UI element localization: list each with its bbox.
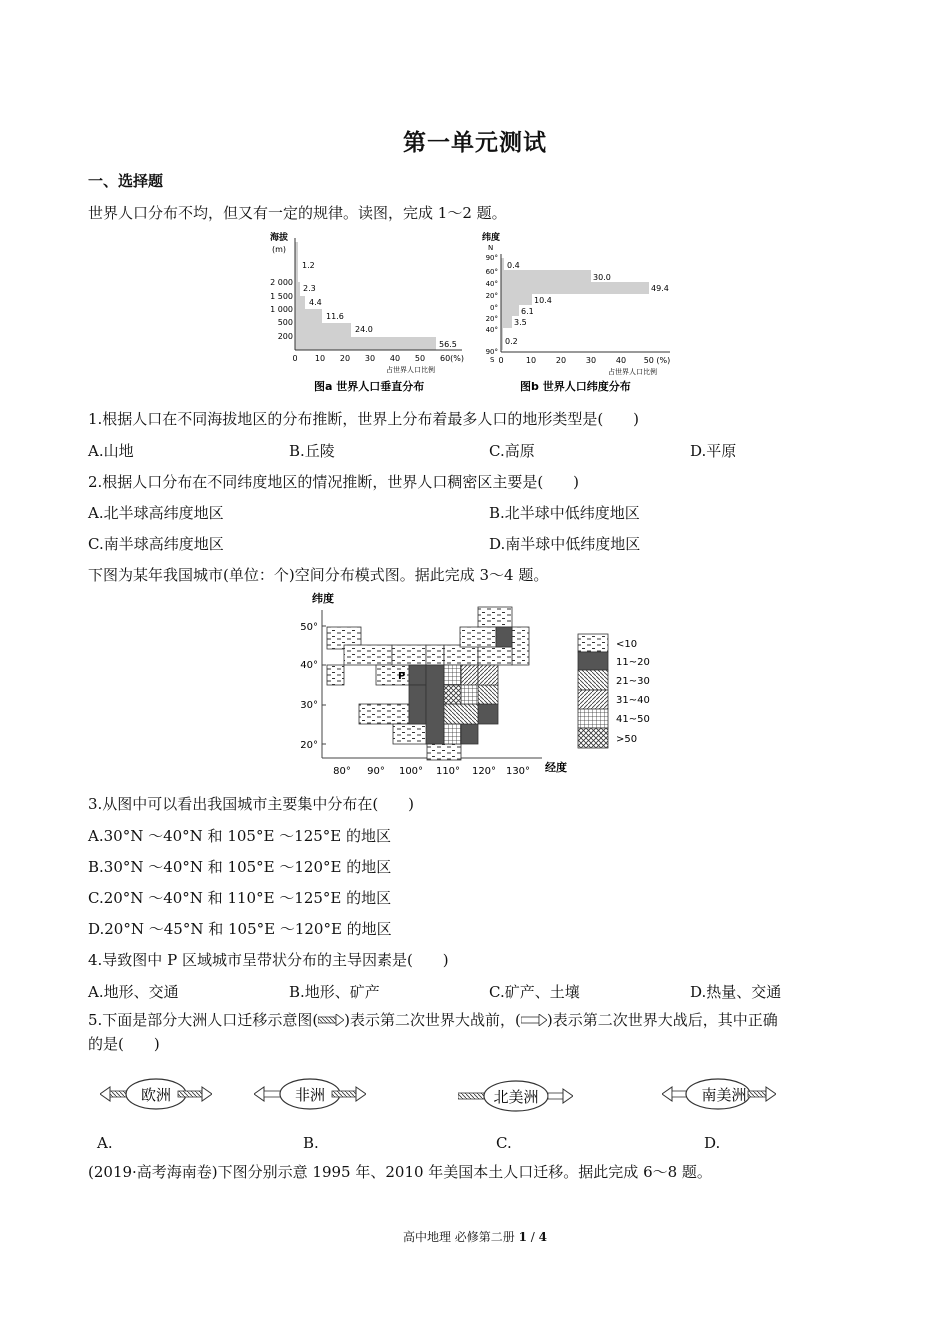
fig-b-value: 0.2: [505, 337, 518, 346]
fig-b-caption: 图b 世界人口纬度分布: [520, 380, 631, 393]
q5-c-continent: 北美洲: [493, 1088, 539, 1106]
q3-option-c[interactable]: C.20°N ～40°N 和 110°E ～125°E 的地区: [88, 889, 392, 907]
map-block-lt10: [478, 607, 512, 627]
map-block-lt10: [392, 645, 426, 665]
legend-label: 21~30: [616, 676, 650, 687]
map-block-11-20: [426, 665, 444, 744]
fig-a-value: 11.6: [326, 312, 344, 321]
map-xtick: 90°: [367, 766, 385, 777]
map-xlabel: 经度: [545, 761, 567, 774]
map-ytick: 40°: [300, 660, 318, 671]
fig-a-xtick: 20: [339, 354, 351, 363]
question-2-stem: 2.根据人口分布在不同纬度地区的情况推断，世界人口稠密区主要是( ): [88, 473, 580, 491]
legend-label: >50: [616, 734, 638, 745]
map-block-lt10: [444, 645, 478, 665]
legend-label: 41~50: [616, 714, 650, 725]
intro-text-1: 世界人口分布不均，但又有一定的规律。读图，完成 1～2 题。: [88, 204, 507, 222]
fig-a-ytick: 1 000: [270, 305, 293, 314]
china-city-distribution-map: [296, 588, 666, 780]
fig-b-xtick: 30: [585, 356, 597, 365]
fig-a-bar: [295, 296, 305, 309]
map-block-41-50: [444, 724, 461, 744]
fig-b-value: 10.4: [534, 296, 552, 305]
legend-swatch-lt10: [578, 634, 608, 652]
section-heading: 一、选择题: [88, 172, 164, 190]
fig-b-xtick: 10: [525, 356, 537, 365]
fig-a-value: 4.4: [309, 298, 322, 307]
fig-b-ytick: 60°: [485, 268, 498, 276]
figure-a-vertical-distribution: [266, 228, 476, 398]
question-5-stem-line2: 的是( ): [88, 1035, 160, 1053]
fig-a-ytick: 200: [277, 332, 293, 341]
map-ytick: 50°: [300, 622, 318, 633]
fig-a-bar: [295, 323, 351, 337]
map-ytick: 30°: [300, 700, 318, 711]
q4-option-d[interactable]: D.热量、交通: [690, 983, 782, 1001]
legend-label: <10: [616, 639, 638, 650]
map-block-31-40: [461, 665, 478, 685]
map-block-11-20: [409, 665, 426, 685]
fig-a-value: 24.0: [355, 325, 373, 334]
q1-option-c[interactable]: C.高原: [489, 442, 535, 460]
fig-a-xtick: 60(%): [439, 354, 465, 363]
q3-option-d[interactable]: D.20°N ～45°N 和 105°E ～120°E 的地区: [88, 920, 392, 938]
fig-b-xtick: 0: [498, 356, 504, 365]
map-block-11-20: [461, 724, 478, 744]
map-block-lt10: [359, 704, 409, 724]
fig-a-caption: 图a 世界人口垂直分布: [314, 380, 425, 393]
fig-a-ytick: 1 500: [270, 292, 293, 301]
q2-option-d[interactable]: D.南半球中低纬度地区: [489, 535, 641, 553]
legend-label: 31~40: [616, 695, 650, 706]
q5-diagram-b[interactable]: [254, 1076, 366, 1116]
q5-diagram-c[interactable]: [458, 1078, 573, 1118]
map-xtick: 120°: [471, 766, 497, 777]
map-block-31-40: [478, 665, 498, 685]
map-block-gt50: [444, 685, 461, 704]
page-title: 第一单元测试: [403, 130, 547, 156]
fig-a-bar: [295, 282, 300, 296]
fig-a-xlabel: 占世界人口比例: [386, 366, 435, 374]
legend-swatch-gt50: [578, 728, 608, 748]
question-5-stem: 5.下面是部分大洲人口迁移示意图( )表示第二次世界大战前，( )表示第二次世界大战后，其中正确: [88, 1011, 778, 1029]
map-block-lt10: [427, 744, 461, 760]
q3-option-b[interactable]: B.30°N ～40°N 和 105°E ～120°E 的地区: [88, 858, 392, 876]
fig-b-bar: [501, 305, 519, 316]
fig-b-bar: [501, 294, 532, 305]
fig-a-yunit: (m): [272, 245, 287, 254]
q1-option-a[interactable]: A.山地: [88, 442, 134, 460]
map-ytick: 20°: [300, 740, 318, 751]
q5-diagram-a[interactable]: [100, 1076, 212, 1116]
q1-option-d[interactable]: D.平原: [690, 442, 737, 460]
fig-b-value: 6.1: [521, 307, 534, 316]
fig-b-xtick: 40: [615, 356, 627, 365]
fig-b-xtick: 50 (%): [643, 356, 671, 365]
fig-b-value: 30.0: [593, 273, 611, 282]
map-block-lt10: [327, 665, 344, 685]
fig-b-north: N: [488, 244, 494, 252]
q4-option-b[interactable]: B.地形、矿产: [289, 983, 380, 1001]
question-4-stem: 4.导致图中 P 区域城市呈带状分布的主导因素是( ): [88, 951, 449, 969]
fig-b-ylabel: 纬度: [482, 233, 501, 243]
map-xtick: 80°: [333, 766, 351, 777]
figure-b-latitude-distribution: [480, 228, 690, 398]
map-p-label: P: [398, 671, 406, 682]
fig-a-bar: [295, 309, 322, 323]
map-block-41-50: [444, 665, 461, 685]
fig-a-xtick: 0: [292, 354, 298, 363]
fig-b-bar: [501, 270, 591, 282]
fig-a-xtick: 30: [364, 354, 376, 363]
postwar-arrow-icon: [521, 1014, 547, 1026]
q2-option-a[interactable]: A.北半球高纬度地区: [88, 504, 224, 522]
q5-option-b-label[interactable]: B.: [303, 1134, 319, 1152]
legend-label: 11~20: [616, 657, 650, 668]
map-ylabel: 纬度: [312, 592, 334, 605]
map-xtick: 100°: [398, 766, 424, 777]
map-block-lt10: [344, 645, 392, 665]
fig-b-south: S: [490, 356, 495, 364]
fig-b-ytick: 0°: [490, 304, 498, 312]
map-block-21-30: [444, 704, 478, 724]
fig-b-ytick: 40°: [485, 280, 498, 288]
fig-b-value: 0.4: [507, 261, 520, 270]
map-block-lt10: [393, 724, 427, 744]
fig-b-ytick: 40°: [485, 326, 498, 334]
fig-a-bar: [295, 337, 436, 350]
question-1-stem: 1.根据人口在不同海拔地区的分布推断，世界上分布着最多人口的地形类型是( ): [88, 410, 640, 428]
map-block-21-30: [478, 685, 498, 704]
fig-b-bar: [501, 316, 512, 328]
q2-option-c[interactable]: C.南半球高纬度地区: [88, 535, 224, 553]
fig-b-ytick: 90°: [485, 348, 498, 356]
fig-a-value: 2.3: [303, 284, 316, 293]
fig-a-xtick: 10: [314, 354, 326, 363]
fig-a-value: 1.2: [302, 261, 315, 270]
q5-diagram-d[interactable]: [662, 1076, 776, 1116]
fig-b-ytick: 20°: [485, 292, 498, 300]
map-block-lt10: [426, 645, 444, 665]
q5-b-continent: 非洲: [294, 1086, 326, 1104]
q5-a-continent: 欧洲: [140, 1086, 172, 1104]
fig-a-ytick: 500: [277, 318, 293, 327]
q5-option-c-label[interactable]: C.: [496, 1134, 512, 1152]
fig-a-value: 56.5: [439, 340, 457, 349]
legend-swatch-41-50: [578, 709, 608, 728]
fig-b-bar: [501, 282, 649, 294]
fig-b-value: 3.5: [514, 318, 527, 327]
q1-option-b[interactable]: B.丘陵: [289, 442, 335, 460]
fig-a-ylabel: 海拔: [270, 233, 289, 243]
legend-swatch-31-40: [578, 690, 608, 709]
legend-swatch-21-30: [578, 670, 608, 690]
fig-b-ytick: 90°: [485, 254, 498, 262]
q4-option-a[interactable]: A.地形、交通: [88, 983, 179, 1001]
q2-option-b[interactable]: B.北半球中低纬度地区: [489, 504, 640, 522]
prewar-arrow-icon: [318, 1014, 344, 1026]
q5-option-a-label[interactable]: A.: [97, 1134, 113, 1152]
map-xtick: 130°: [505, 766, 531, 777]
question-3-stem: 3.从图中可以看出我国城市主要集中分布在( ): [88, 795, 415, 813]
intro-text-2: 下图为某年我国城市(单位：个)空间分布模式图。据此完成 3～4 题。: [88, 566, 549, 584]
fig-a-xtick: 40: [389, 354, 401, 363]
fig-b-value: 49.4: [651, 284, 669, 293]
map-block-lt10: [460, 627, 496, 647]
intro-text-3: (2019·高考海南卷)下图分别示意 1995 年、2010 年美国本土人口迁移。据此完成 6～8 题。: [88, 1163, 712, 1181]
q4-option-c[interactable]: C.矿产、土壤: [489, 983, 580, 1001]
map-block-lt10: [478, 647, 512, 665]
map-block-11-20: [409, 685, 426, 724]
fig-b-xlabel: 占世界人口比例: [608, 368, 657, 376]
map-xtick: 110°: [435, 766, 461, 777]
map-block-11-20: [478, 704, 498, 724]
map-block-lt10: [512, 627, 529, 665]
q5-d-continent: 南美洲: [701, 1086, 747, 1104]
fig-a-xtick: 50: [414, 354, 426, 363]
fig-b-xtick: 20: [555, 356, 567, 365]
map-block-11-20: [496, 627, 512, 647]
legend-swatch-11-20: [578, 652, 608, 670]
fig-a-ytick: 2 000: [270, 278, 293, 287]
fig-b-ytick: 20°: [485, 315, 498, 323]
page-footer: 高中地理 必修第二册 1 / 4: [402, 1230, 548, 1244]
map-block-41-50: [461, 685, 478, 704]
q3-option-a[interactable]: A.30°N ～40°N 和 105°E ～125°E 的地区: [88, 827, 392, 845]
q5-option-d-label[interactable]: D.: [704, 1134, 721, 1152]
